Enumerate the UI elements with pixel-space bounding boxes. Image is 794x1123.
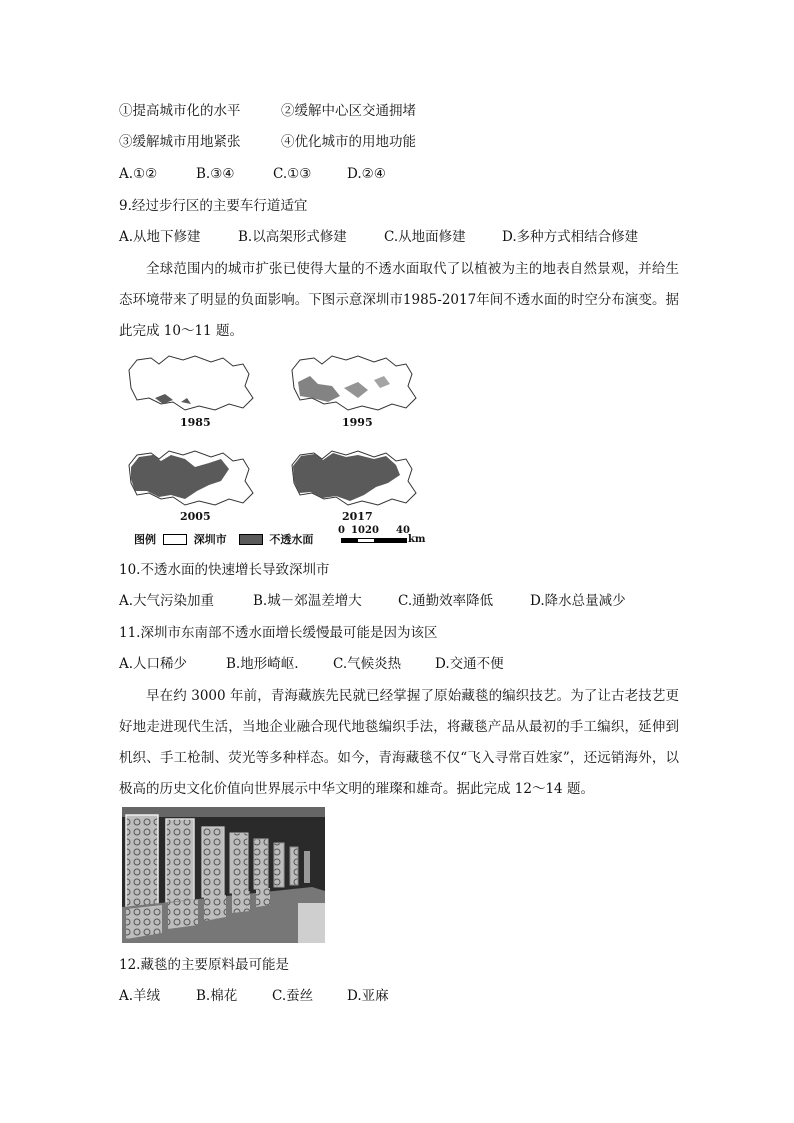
passage-tibetan-carpet: 早在约 3000 年前，青海藏族先民就已经掌握了原始藏毯的编织技艺。为了让古老技艺更好地走进现代生活，当地企业融合现代地毯编织手法，将藏毯产品从最初的手工编织，延伸到机织、手工枪制、荧光等多种样态。如今，青海藏毯不仅“飞入寻常百姓家”，还远销海外，以极高的历史文化价值向世界展示中华文明的璀璨和雄奇。据此完成 12～14 题。 bbox=[119, 688, 679, 797]
map-legend bbox=[134, 531, 313, 547]
legend-city-label: 深圳市 bbox=[193, 533, 227, 546]
q9-stem: 9.经过步行区的主要车行道适宜 bbox=[119, 198, 308, 214]
tibetan-carpet-photo bbox=[122, 807, 325, 943]
map-1995 bbox=[288, 352, 420, 414]
q10-option-d: D.降水总量减少 bbox=[530, 593, 626, 609]
scale-unit: km bbox=[408, 534, 426, 545]
map-1985 bbox=[125, 352, 257, 414]
q12-stem: 12.藏毯的主要原料最可能是 bbox=[119, 957, 289, 973]
legend-city-swatch bbox=[163, 534, 187, 545]
scale-tick-10: 10 bbox=[351, 525, 365, 536]
q12-option-d: D.亚麻 bbox=[347, 988, 389, 1004]
map-2005 bbox=[125, 447, 257, 509]
q12-option-c: C.蚕丝 bbox=[272, 988, 314, 1004]
q10-stem: 10.不透水面的快速增长导致深圳市 bbox=[119, 562, 330, 578]
scale-bar bbox=[338, 525, 428, 545]
map-label-2005: 2005 bbox=[180, 510, 211, 523]
q9-option-a: A.从地下修建 bbox=[119, 229, 201, 245]
q8-option-d: D.②④ bbox=[347, 166, 386, 182]
legend-impervious-swatch bbox=[239, 534, 263, 545]
legend-impervious-label: 不透水面 bbox=[269, 533, 314, 546]
q9-option-d: D.多种方式相结合修建 bbox=[502, 229, 639, 245]
q8-option-a: A.①② bbox=[119, 166, 158, 182]
scale-tick-0: 0 bbox=[338, 525, 345, 536]
q11-option-b: B.地形崎岖. bbox=[226, 656, 299, 672]
q11-option-a: A.人口稀少 bbox=[119, 656, 188, 672]
map-label-1985: 1985 bbox=[180, 416, 211, 429]
scale-tick-20: 20 bbox=[365, 525, 379, 536]
statement-2: ②缓解中心区交通拥堵 bbox=[281, 103, 416, 119]
scale-bar-line bbox=[341, 538, 407, 543]
q12-option-a: A.羊绒 bbox=[119, 988, 161, 1004]
legend-title: 图例 bbox=[134, 533, 156, 546]
q9-option-b: B.以高架形式修建 bbox=[238, 229, 347, 245]
statement-3: ③缓解城市用地紧张 bbox=[119, 134, 241, 150]
statement-1: ①提高城市化的水平 bbox=[119, 103, 241, 119]
q10-option-b: B.城－郊温差增大 bbox=[253, 593, 362, 609]
map-2017 bbox=[288, 447, 420, 509]
q11-option-d: D.交通不便 bbox=[435, 656, 504, 672]
q11-option-c: C.气候炎热 bbox=[333, 656, 402, 672]
map-label-1995: 1995 bbox=[342, 416, 373, 429]
q11-stem: 11.深圳市东南部不透水面增长缓慢最可能是因为该区 bbox=[119, 625, 438, 641]
q10-option-c: C.通勤效率降低 bbox=[398, 593, 494, 609]
map-label-2017: 2017 bbox=[342, 510, 373, 523]
passage-impervious: 全球范围内的城市扩张已使得大量的不透水面取代了以植被为主的地表自然景观，并给生态环境带来了明显的负面影响。下图示意深圳市1985-2017年间不透水面的时空分布演变。据此完成 10～11 题。 bbox=[119, 261, 679, 339]
q12-option-b: B.棉花 bbox=[196, 988, 238, 1004]
q10-option-a: A.大气污染加重 bbox=[119, 593, 215, 609]
q8-option-c: C.①③ bbox=[273, 166, 312, 182]
statement-4: ④优化城市的用地功能 bbox=[281, 134, 416, 150]
scale-tick-40: 40 bbox=[396, 525, 410, 536]
q9-option-c: C.从地面修建 bbox=[384, 229, 466, 245]
q8-option-b: B.③④ bbox=[196, 166, 235, 182]
